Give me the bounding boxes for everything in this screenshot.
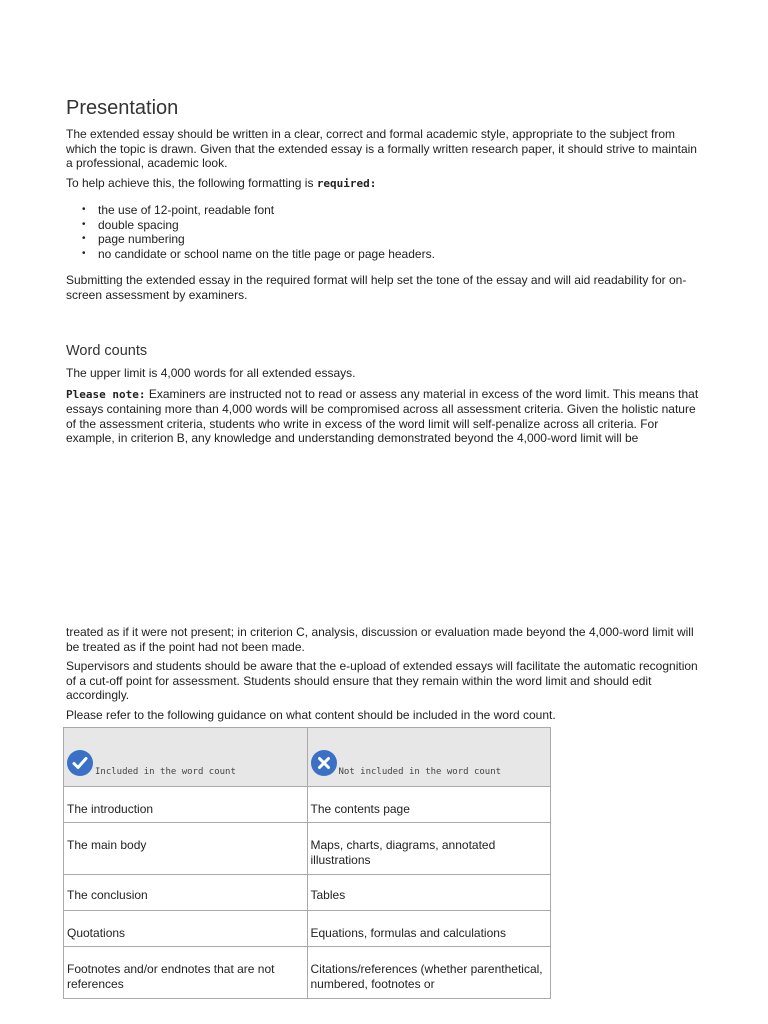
- included-cell: Quotations: [64, 911, 308, 947]
- list-item: • the use of 12-point, readable font: [98, 203, 702, 218]
- refer-paragraph: Please refer to the following guidance on what content should be included in the word count.: [66, 707, 556, 722]
- included-header-cell: [64, 728, 308, 787]
- excluded-cell: Citations/references (whether parenthetical, numbered, footnotes or: [307, 947, 551, 999]
- please-note-label: Please note:: [66, 387, 146, 401]
- excluded-cell: Maps, charts, diagrams, annotated illustrations: [307, 823, 551, 875]
- word-counts-section: [66, 342, 702, 446]
- table-row: [64, 787, 551, 823]
- x-circle-icon: [311, 750, 337, 776]
- table-row: [64, 947, 551, 999]
- word-counts-continued: [66, 625, 702, 722]
- included-cell: The main body: [64, 823, 308, 875]
- formatting-list: [66, 203, 702, 261]
- excluded-header-label: Not included in the word count: [338, 767, 502, 778]
- excluded-cell: The contents page: [307, 787, 551, 823]
- list-item: • no candidate or school name on the title page or page headers.: [98, 247, 702, 262]
- submitting-paragraph: Submitting the extended essay in the required format will help set the tone of the essay and will aid readability for on-screen assessment by examiners.: [66, 273, 687, 302]
- excluded-cell: Equations, formulas and calculations: [307, 911, 551, 947]
- please-note-paragraph: [66, 387, 702, 446]
- word-count-table: [63, 727, 551, 999]
- required-label: required:: [316, 176, 377, 190]
- please-note-text: Examiners are instructed not to read or assess any material in excess of the word limit. This means that essays containing more than 4,000 words will be compromised across all assessment criteria. Given the holistic nature of the assessment criteria, students who write in excess of the word limit will self-penalize across all criteria. For example, in criterion B, any knowledge and understanding demonstrated beyond the 4,000-word limit will be: [66, 386, 699, 445]
- excluded-cell: Tables: [307, 875, 551, 911]
- supervisors-paragraph: Supervisors and students should be aware that the e-upload of extended essays will facilitate the automatic recognition of a cut-off point for assessment. Students should ensure that they remain within the word limit and should edit accordingly.: [66, 659, 698, 702]
- upper-limit-text: The upper limit is 4,000 words for all extended essays.: [66, 366, 356, 380]
- word-counts-heading: Word counts: [66, 343, 148, 359]
- excluded-header-cell: [307, 728, 551, 787]
- table-row: [64, 875, 551, 911]
- table-header-row: [64, 728, 551, 787]
- check-circle-icon: [67, 750, 93, 776]
- list-item: • double spacing: [98, 218, 702, 233]
- included-cell: The conclusion: [64, 875, 308, 911]
- presentation-heading: Presentation: [66, 97, 179, 119]
- formatting-required-text: [66, 176, 702, 192]
- table-row: [64, 823, 551, 875]
- included-cell: Footnotes and/or endnotes that are not references: [64, 947, 308, 999]
- included-header-label: Included in the word count: [95, 767, 236, 778]
- presentation-intro: The extended essay should be written in a clear, correct and formal academic style, appropriate to the subject from which the topic is drawn. Given that the extended essay is a formally written research paper, it should strive to maintain a professional, academic look.: [66, 127, 697, 170]
- table-row: [64, 911, 551, 947]
- continued-paragraph: treated as if it were not present; in criterion C, analysis, discussion or evaluation made beyond the 4,000-word limit will be treated as if the point had not been made.: [66, 625, 694, 654]
- help-text: To help achieve this, the following formatting is: [66, 175, 317, 190]
- list-item: • page numbering: [98, 232, 702, 247]
- presentation-section: [66, 96, 702, 302]
- included-cell: The introduction: [64, 787, 308, 823]
